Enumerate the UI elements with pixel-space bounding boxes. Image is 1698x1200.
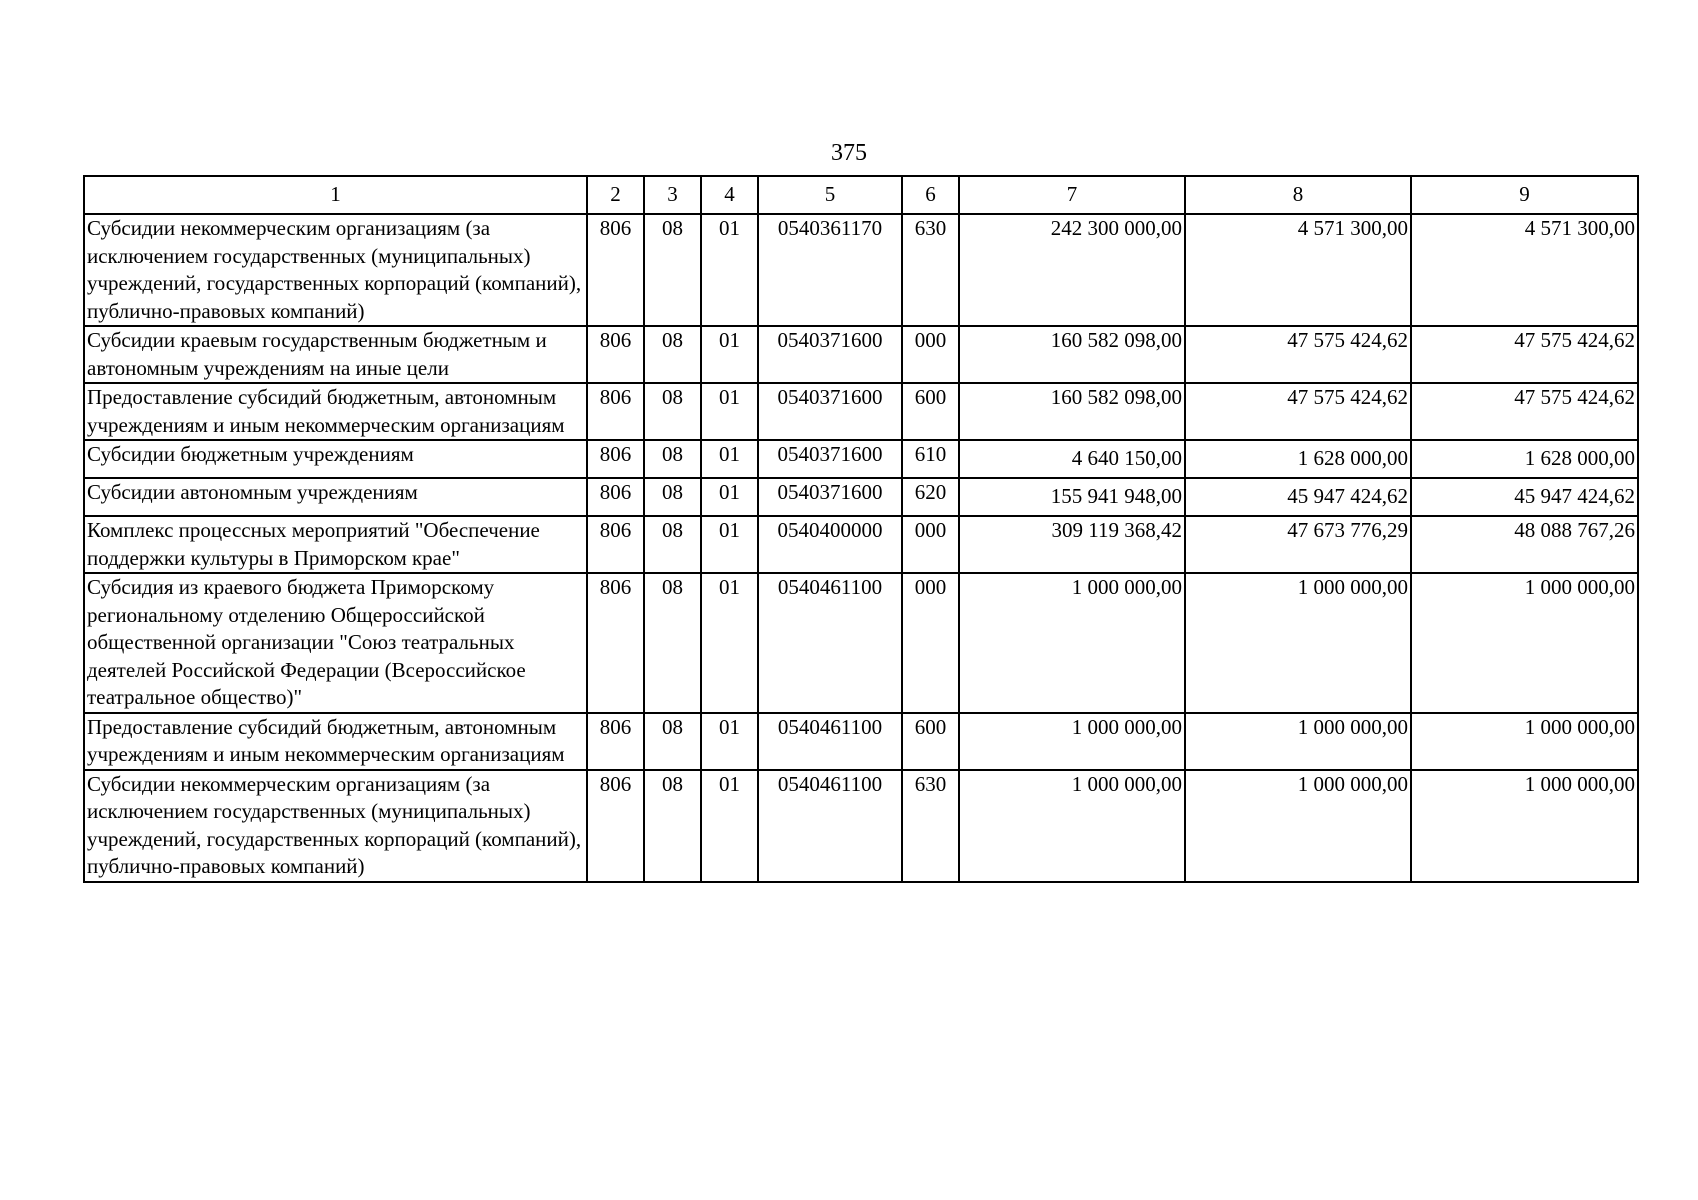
- amount-col8: 1 628 000,00: [1185, 440, 1411, 478]
- table-row: [84, 478, 1638, 516]
- target-article-code: 0540461100: [758, 713, 902, 770]
- target-article-code: 0540461100: [758, 770, 902, 882]
- target-article-code: 0540371600: [758, 440, 902, 478]
- table-row: [84, 326, 1638, 383]
- amount-col9: 1 000 000,00: [1411, 713, 1638, 770]
- amount-col7: 160 582 098,00: [959, 326, 1185, 383]
- subsection-code: 01: [701, 516, 758, 573]
- header-row: [84, 176, 1638, 214]
- page-number: 375: [831, 140, 867, 166]
- column-header: 3: [644, 176, 701, 214]
- amount-col9: 48 088 767,26: [1411, 516, 1638, 573]
- target-article-code: 0540371600: [758, 326, 902, 383]
- table-row: [84, 713, 1638, 770]
- ministry-code: 806: [587, 713, 644, 770]
- table-row: [84, 440, 1638, 478]
- row-name: Субсидии краевым государственным бюджетным и автономным учреждениям на иные цели: [84, 326, 587, 383]
- section-code: 08: [644, 440, 701, 478]
- target-article-code: 0540361170: [758, 214, 902, 326]
- column-header: 1: [84, 176, 587, 214]
- section-code: 08: [644, 713, 701, 770]
- amount-col8: 4 571 300,00: [1185, 214, 1411, 326]
- subsection-code: 01: [701, 383, 758, 440]
- amount-col9: 47 575 424,62: [1411, 383, 1638, 440]
- amount-col8: 1 000 000,00: [1185, 573, 1411, 713]
- subsection-code: 01: [701, 478, 758, 516]
- amount-col7: 242 300 000,00: [959, 214, 1185, 326]
- amount-col7: 1 000 000,00: [959, 573, 1185, 713]
- row-name: Субсидии некоммерческим организациям (за исключением государственных (муниципальных) учреждений, государственных корпораций (компаний), публично-правовых компаний): [84, 770, 587, 882]
- column-header: 7: [959, 176, 1185, 214]
- amount-col7: 160 582 098,00: [959, 383, 1185, 440]
- subsection-code: 01: [701, 573, 758, 713]
- budget-table: [83, 175, 1639, 883]
- ministry-code: 806: [587, 478, 644, 516]
- expense-type-code: 000: [902, 326, 959, 383]
- column-header: 5: [758, 176, 902, 214]
- amount-col9: 1 628 000,00: [1411, 440, 1638, 478]
- table-row: [84, 383, 1638, 440]
- amount-col7: 1 000 000,00: [959, 770, 1185, 882]
- column-header: 4: [701, 176, 758, 214]
- amount-col9: 47 575 424,62: [1411, 326, 1638, 383]
- subsection-code: 01: [701, 770, 758, 882]
- ministry-code: 806: [587, 516, 644, 573]
- column-header: 2: [587, 176, 644, 214]
- target-article-code: 0540371600: [758, 383, 902, 440]
- section-code: 08: [644, 573, 701, 713]
- row-name: Предоставление субсидий бюджетным, автономным учреждениям и иным некоммерческим организациям: [84, 383, 587, 440]
- section-code: 08: [644, 214, 701, 326]
- ministry-code: 806: [587, 770, 644, 882]
- section-code: 08: [644, 478, 701, 516]
- amount-col7: 155 941 948,00: [959, 478, 1185, 516]
- amount-col8: 47 575 424,62: [1185, 326, 1411, 383]
- target-article-code: 0540461100: [758, 573, 902, 713]
- table-row: [84, 516, 1638, 573]
- ministry-code: 806: [587, 440, 644, 478]
- amount-col8: 47 673 776,29: [1185, 516, 1411, 573]
- amount-col8: 1 000 000,00: [1185, 713, 1411, 770]
- ministry-code: 806: [587, 383, 644, 440]
- amount-col7: 4 640 150,00: [959, 440, 1185, 478]
- table-row: [84, 770, 1638, 882]
- row-name: Субсидии автономным учреждениям: [84, 478, 587, 516]
- amount-col9: 45 947 424,62: [1411, 478, 1638, 516]
- section-code: 08: [644, 326, 701, 383]
- amount-col9: 4 571 300,00: [1411, 214, 1638, 326]
- column-header: 9: [1411, 176, 1638, 214]
- expense-type-code: 000: [902, 516, 959, 573]
- subsection-code: 01: [701, 440, 758, 478]
- expense-type-code: 620: [902, 478, 959, 516]
- amount-col9: 1 000 000,00: [1411, 770, 1638, 882]
- table-row: [84, 214, 1638, 326]
- subsection-code: 01: [701, 214, 758, 326]
- row-name: Субсидии некоммерческим организациям (за исключением государственных (муниципальных) учреждений, государственных корпораций (компаний), публично-правовых компаний): [84, 214, 587, 326]
- expense-type-code: 600: [902, 383, 959, 440]
- expense-type-code: 600: [902, 713, 959, 770]
- column-header: 6: [902, 176, 959, 214]
- section-code: 08: [644, 516, 701, 573]
- amount-col8: 1 000 000,00: [1185, 770, 1411, 882]
- subsection-code: 01: [701, 326, 758, 383]
- section-code: 08: [644, 383, 701, 440]
- amount-col7: 309 119 368,42: [959, 516, 1185, 573]
- amount-col8: 45 947 424,62: [1185, 478, 1411, 516]
- row-name: Субсидии бюджетным учреждениям: [84, 440, 587, 478]
- target-article-code: 0540371600: [758, 478, 902, 516]
- subsection-code: 01: [701, 713, 758, 770]
- row-name: Субсидия из краевого бюджета Приморскому региональному отделению Общероссийской общественной организации "Союз театральных деятелей Российской Федерации (Всероссийское театральное общество)": [84, 573, 587, 713]
- row-name: Предоставление субсидий бюджетным, автономным учреждениям и иным некоммерческим организациям: [84, 713, 587, 770]
- column-header: 8: [1185, 176, 1411, 214]
- table-row: [84, 573, 1638, 713]
- expense-type-code: 630: [902, 770, 959, 882]
- target-article-code: 0540400000: [758, 516, 902, 573]
- amount-col9: 1 000 000,00: [1411, 573, 1638, 713]
- ministry-code: 806: [587, 326, 644, 383]
- row-name: Комплекс процессных мероприятий "Обеспечение поддержки культуры в Приморском крае": [84, 516, 587, 573]
- amount-col8: 47 575 424,62: [1185, 383, 1411, 440]
- ministry-code: 806: [587, 214, 644, 326]
- expense-type-code: 000: [902, 573, 959, 713]
- ministry-code: 806: [587, 573, 644, 713]
- expense-type-code: 630: [902, 214, 959, 326]
- section-code: 08: [644, 770, 701, 882]
- expense-type-code: 610: [902, 440, 959, 478]
- amount-col7: 1 000 000,00: [959, 713, 1185, 770]
